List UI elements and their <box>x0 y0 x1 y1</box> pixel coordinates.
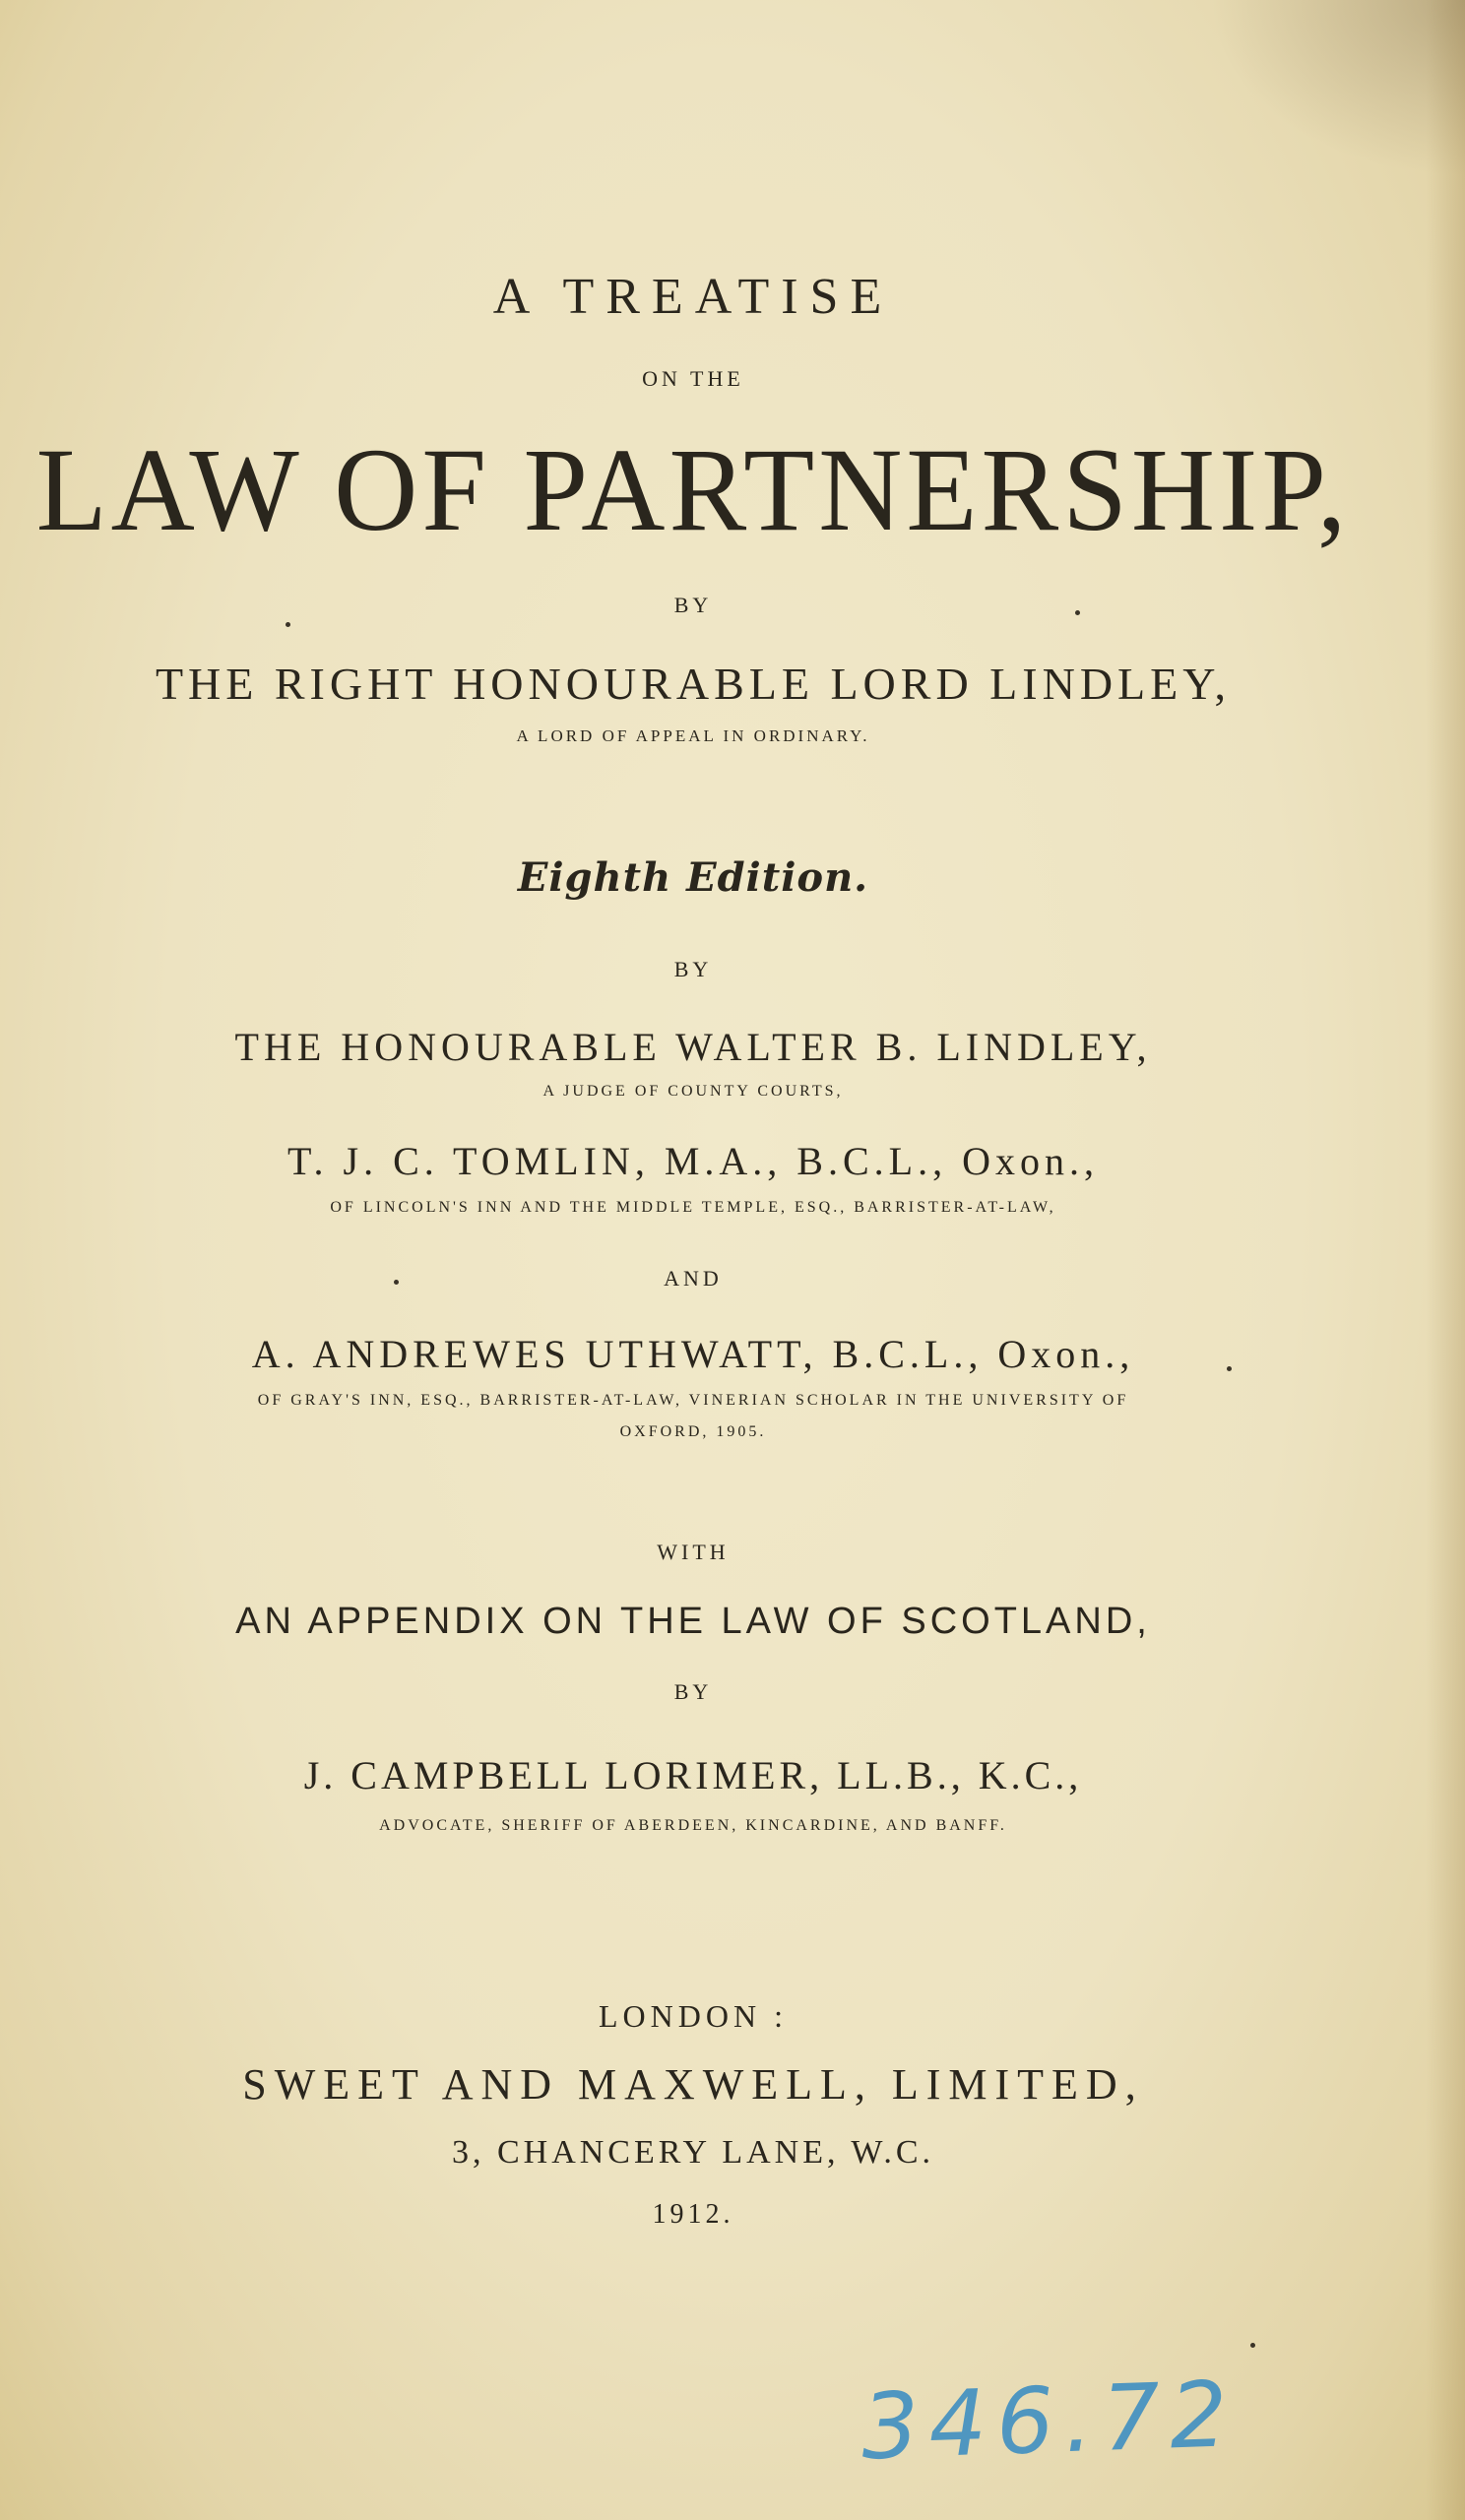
publisher-name: SWEET AND MAXWELL, LIMITED, <box>242 2060 1144 2109</box>
editor-3-title-line-1: OF GRAY'S INN, ESQ., BARRISTER-AT-LAW, VINERIAN SCHOLAR IN THE UNIVERSITY OF <box>257 1392 1129 1409</box>
with-line: WITH <box>657 1540 730 1564</box>
editor-1-title: A JUDGE OF COUNTY COURTS, <box>542 1083 844 1100</box>
by-line-2: BY <box>673 957 713 981</box>
author-title: A LORD OF APPEAL IN ORDINARY. <box>516 726 870 745</box>
publication-city: LONDON : <box>599 1998 788 2034</box>
ink-speck <box>1227 1366 1232 1371</box>
publication-year: 1912. <box>652 2199 734 2230</box>
author-name: THE RIGHT HONOURABLE LORD LINDLEY, <box>155 659 1232 709</box>
page-edge-shadow <box>1426 0 1465 2520</box>
treatise-heading: A TREATISE <box>492 269 894 325</box>
appendix-author-name: J. CAMPBELL LORIMER, LL.B., K.C., <box>303 1753 1083 1797</box>
ink-speck <box>394 1280 399 1285</box>
editor-2-title: OF LINCOLN'S INN AND THE MIDDLE TEMPLE, ESQ., BARRISTER-AT-LAW, <box>330 1199 1056 1216</box>
appendix-title: AN APPENDIX ON THE LAW OF SCOTLAND, <box>235 1601 1151 1642</box>
and-line: AND <box>664 1266 723 1291</box>
by-line-1: BY <box>673 593 713 617</box>
editor-2-name: T. J. C. TOMLIN, M.A., B.C.L., Oxon., <box>287 1139 1099 1183</box>
editor-1-name: THE HONOURABLE WALTER B. LINDLEY, <box>234 1025 1152 1069</box>
on-the-line: ON THE <box>642 366 744 391</box>
by-line-3: BY <box>673 1679 713 1704</box>
ink-speck <box>1075 610 1080 615</box>
main-title: LAW OF PARTNERSHIP, <box>35 423 1351 556</box>
page-corner-stain <box>1209 0 1465 177</box>
handwritten-call-number: 346.72 <box>860 2362 1240 2481</box>
editor-3-title-line-2: OXFORD, 1905. <box>619 1423 767 1440</box>
edition-line: Eighth Edition. <box>517 854 869 901</box>
appendix-author-title: ADVOCATE, SHERIFF OF ABERDEEN, KINCARDINE, AND BANFF. <box>379 1817 1007 1834</box>
publisher-address: 3, CHANCERY LANE, W.C. <box>451 2134 935 2171</box>
ink-speck <box>286 622 290 627</box>
editor-3-name: A. ANDREWES UTHWATT, B.C.L., Oxon., <box>251 1332 1135 1376</box>
ink-speck <box>1250 2343 1255 2348</box>
